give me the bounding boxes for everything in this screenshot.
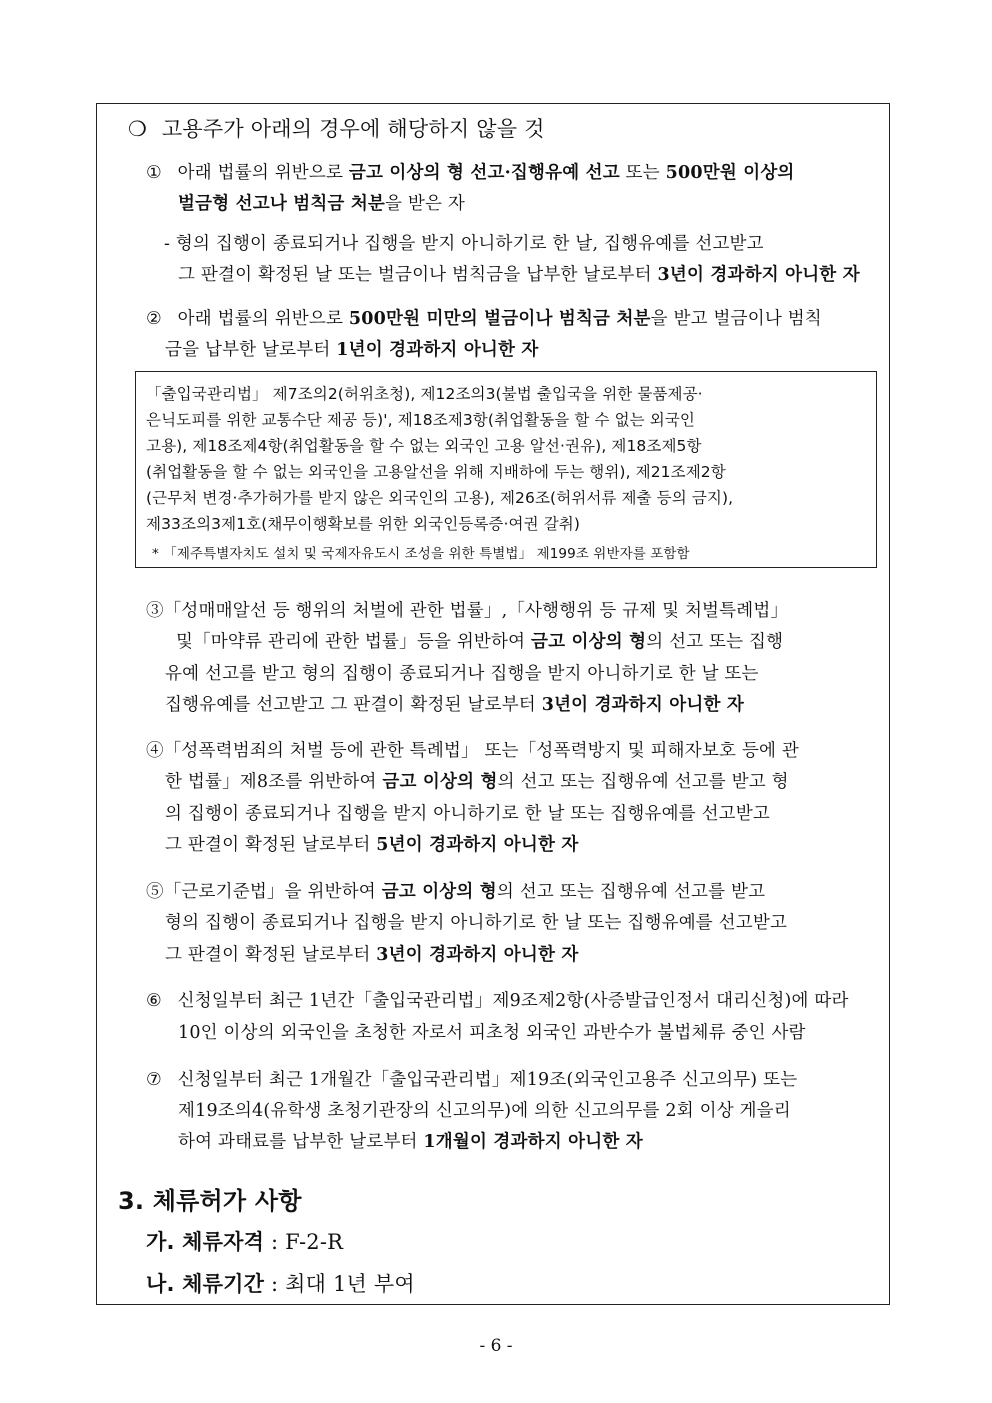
bold-span: 금고 이상의 형 xyxy=(381,882,497,902)
item-5-line-1 xyxy=(146,878,765,903)
item-5-line-3 xyxy=(165,941,579,966)
item-number: ⑦ xyxy=(146,1070,162,1090)
text-span: 의 선고 또는 집행유예 선고를 받고 xyxy=(496,882,766,902)
item-3-line-1 xyxy=(146,597,788,622)
item-2-line-2 xyxy=(165,336,539,361)
bold-span: 500만원 미만의 벌금이나 범칙금 처분 xyxy=(348,309,651,329)
text-span: 금을 납부한 날로부터 xyxy=(165,340,337,360)
text-span: 의 선고 또는 집행유예 선고를 받고 형 xyxy=(497,772,789,792)
text-span: 신청일부터 최근 1년간「출입국관리법」제9조제2항(사증발급인정서 대리신청)에 따라 xyxy=(177,991,849,1011)
item-6-line-1 xyxy=(146,987,849,1012)
text-span: 하여 과태료를 납부한 날로부터 xyxy=(178,1132,424,1152)
text-span: 아래 법률의 위반으로 xyxy=(177,309,349,329)
item-5-line-2: 형의 집행이 종료되거나 집행을 받지 아니하기로 한 날 또는 집행유예를 선고받고 xyxy=(165,913,788,933)
text-span: 「근로기준법」을 위반하여 xyxy=(163,882,382,902)
bold-span: 500만원 이상의 xyxy=(665,163,795,183)
bold-span: 5년이 경과하지 아니한 자 xyxy=(376,835,579,855)
item-4-line-4 xyxy=(165,831,579,856)
bold-span: 벌금형 선고나 범칙금 처분 xyxy=(178,194,386,214)
item-number: ④ xyxy=(146,741,164,761)
item-number: ⑤ xyxy=(146,882,164,902)
value: : 최대 1년 부여 xyxy=(264,1272,415,1296)
bold-span: 1년이 경과하지 아니한 자 xyxy=(336,340,539,360)
item-number: ① xyxy=(146,163,162,183)
label: 가. 체류자격 xyxy=(146,1230,265,1254)
law-reference-box xyxy=(135,371,877,568)
text-span: 「성폭력범죄의 처벌 등에 관한 특례법」 또는「성폭력방지 및 피해자보호 등에 관 xyxy=(163,741,799,761)
law-line: 제33조의3제1호(채무이행확보를 위한 외국인등록증·여권 갈취) xyxy=(146,515,581,533)
item-6-line-2: 10인 이상의 외국인을 초청한 자로서 피초청 외국인 과반수가 불법체류 중인 사람 xyxy=(178,1023,806,1043)
bold-span: 3년이 경과하지 아니한 자 xyxy=(657,265,860,285)
item-3-line-3: 유예 선고를 받고 형의 집행이 종료되거나 집행을 받지 아니하기로 한 날 또는 xyxy=(165,664,759,684)
item-number: ⑥ xyxy=(146,991,162,1011)
stay-period-line xyxy=(146,1268,415,1298)
item-2-line-1 xyxy=(146,305,822,330)
law-line: 고용), 제18조제4항(취업활동을 할 수 없는 외국인 고용 알선·권유), 제18조제5항 xyxy=(146,437,702,455)
item-4-line-1 xyxy=(146,737,799,762)
bold-span: 1개월이 경과하지 아니한 자 xyxy=(423,1132,643,1152)
text-span: 그 판결이 확정된 날 또는 벌금이나 범칙금을 납부한 날로부터 xyxy=(178,265,658,285)
bold-span: 금고 이상의 형 xyxy=(382,772,498,792)
text-span: 그 판결이 확정된 날로부터 xyxy=(165,835,377,855)
item-7-line-3 xyxy=(178,1128,643,1153)
text-span: 또는 xyxy=(619,163,666,183)
item-4-line-2 xyxy=(165,768,789,793)
stay-status-line xyxy=(146,1226,343,1256)
text-span: 의 선고 또는 집행 xyxy=(646,632,784,652)
text-span: 및「마약류 관리에 관한 법률」등을 위반하여 xyxy=(176,632,531,652)
heading-text: 고용주가 아래의 경우에 해당하지 않을 것 xyxy=(161,117,545,141)
law-line: (근무처 변경·추가허가를 받지 않은 외국인의 고용), 제26조(허위서류 제출 등의 금지), xyxy=(146,489,734,507)
item-number: ② xyxy=(146,309,162,329)
item-3-line-2 xyxy=(176,628,783,653)
item-7-line-2: 제19조의4(유학생 초청기관장의 신고의무)에 의한 신고의무를 2회 이상 게을리 xyxy=(178,1101,791,1121)
item-1-sub-line-1: - 형의 집행이 종료되거나 집행을 받지 아니하기로 한 날, 집행유예를 선고받고 xyxy=(164,234,764,254)
item-4-line-3: 의 집행이 종료되거나 집행을 받지 아니하기로 한 날 또는 집행유예를 선고받고 xyxy=(165,804,770,824)
bold-span: 3년이 경과하지 아니한 자 xyxy=(541,695,744,715)
label: 나. 체류기간 xyxy=(146,1272,265,1296)
law-line: 「출입국관리법」 제7조의2(허위초청), 제12조의3(불법 출입국을 위한 물품제공· xyxy=(146,385,703,403)
law-line: (취업활동을 할 수 없는 외국인을 고용알선을 위해 지배하에 두는 행위), 제21조제2항 xyxy=(146,463,726,481)
bold-span: 3년이 경과하지 아니한 자 xyxy=(376,945,579,965)
bold-span: 금고 이상의 형 선고·집행유예 선고 xyxy=(348,163,620,183)
item-7-line-1 xyxy=(146,1066,797,1091)
circle-bullet-icon: ❍ xyxy=(128,117,148,141)
item-3-line-4 xyxy=(165,691,744,716)
law-footnote: * 「제주특별자치도 설치 및 국제자유도시 조성을 위한 특별법」 제199조 위반자를 포함함 xyxy=(152,546,690,562)
page-number: - 6 - xyxy=(479,1336,513,1356)
item-1-sub-line-2 xyxy=(178,261,860,286)
section-3-title: 3. 체류허가 사항 xyxy=(118,1187,302,1215)
law-line: 은닉도피를 위한 교통수단 제공 등)', 제18조제3항(취업활동을 할 수 없는 외국인 xyxy=(146,411,696,429)
text-span: 「성매매알선 등 행위의 처벌에 관한 법률」,「사행행위 등 규제 및 처벌특례법」 xyxy=(163,601,789,621)
text-span: 집행유예를 선고받고 그 판결이 확정된 날로부터 xyxy=(165,695,542,715)
text-span: 신청일부터 최근 1개월간「출입국관리법」제19조(외국인고용주 신고의무) 또는 xyxy=(177,1070,798,1090)
bold-span: 금고 이상의 형 xyxy=(531,632,647,652)
requirement-heading xyxy=(128,113,545,143)
value: : F-2-R xyxy=(264,1230,344,1254)
item-number: ③ xyxy=(146,601,164,621)
text-span: 한 법률」제8조를 위반하여 xyxy=(165,772,383,792)
text-span: 아래 법률의 위반으로 xyxy=(177,163,349,183)
item-1-line-2 xyxy=(178,190,465,215)
item-1-line-1 xyxy=(146,159,795,184)
text-span: 그 판결이 확정된 날로부터 xyxy=(165,945,377,965)
text-span: 을 받은 자 xyxy=(385,194,465,214)
text-span: 을 받고 벌금이나 범칙 xyxy=(650,309,822,329)
